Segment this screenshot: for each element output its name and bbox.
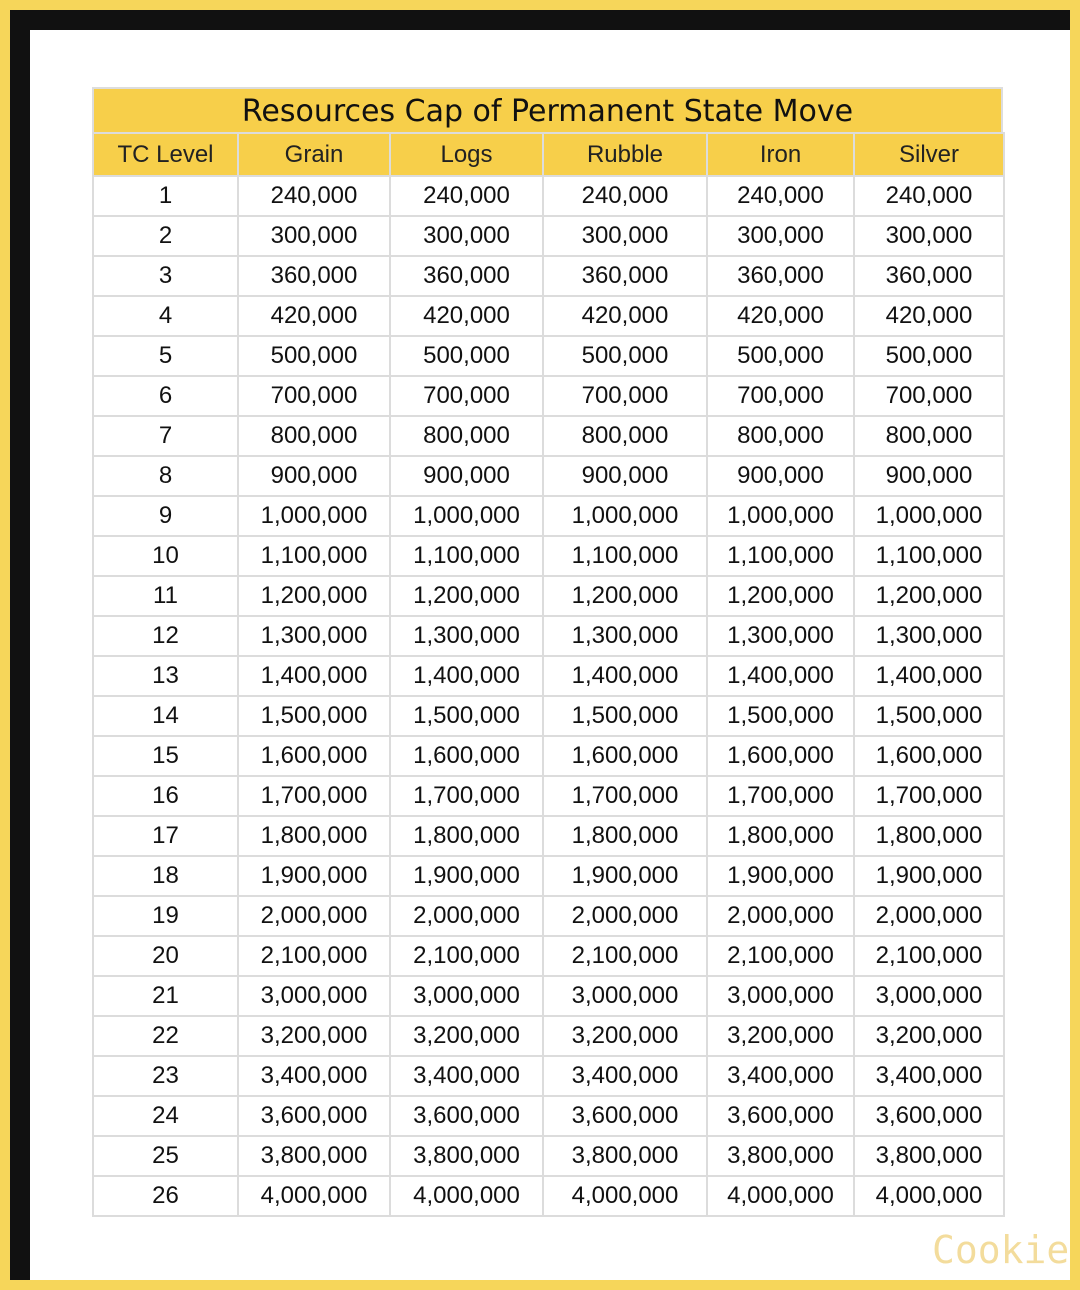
- cell-tc-level: 13: [93, 656, 238, 696]
- cell-iron: 1,800,000: [707, 816, 854, 856]
- cell-rubble: 1,700,000: [543, 776, 707, 816]
- cell-grain: 420,000: [238, 296, 390, 336]
- cell-grain: 360,000: [238, 256, 390, 296]
- cell-iron: 240,000: [707, 176, 854, 216]
- table-row: [93, 1016, 1004, 1056]
- header-grain: Grain: [238, 133, 390, 176]
- cell-tc-level: 25: [93, 1136, 238, 1176]
- cell-tc-level: 10: [93, 536, 238, 576]
- cell-silver: 3,600,000: [854, 1096, 1004, 1136]
- cell-grain: 700,000: [238, 376, 390, 416]
- cell-tc-level: 19: [93, 896, 238, 936]
- cell-iron: 4,000,000: [707, 1176, 854, 1216]
- table-row: [93, 576, 1004, 616]
- table-row: [93, 296, 1004, 336]
- table-row: [93, 176, 1004, 216]
- table-row: [93, 936, 1004, 976]
- cell-iron: 1,600,000: [707, 736, 854, 776]
- table-row: [93, 616, 1004, 656]
- cell-tc-level: 5: [93, 336, 238, 376]
- cell-silver: 1,400,000: [854, 656, 1004, 696]
- watermark-text: Cookie: [932, 1228, 1070, 1272]
- cell-iron: 420,000: [707, 296, 854, 336]
- cell-silver: 2,100,000: [854, 936, 1004, 976]
- table-row: [93, 216, 1004, 256]
- cell-silver: 1,500,000: [854, 696, 1004, 736]
- cell-silver: 2,000,000: [854, 896, 1004, 936]
- cell-grain: 1,900,000: [238, 856, 390, 896]
- cell-silver: 4,000,000: [854, 1176, 1004, 1216]
- cell-rubble: 3,000,000: [543, 976, 707, 1016]
- cell-grain: 1,300,000: [238, 616, 390, 656]
- table-row: [93, 376, 1004, 416]
- cell-logs: 700,000: [390, 376, 543, 416]
- cell-rubble: 3,400,000: [543, 1056, 707, 1096]
- header-rubble: Rubble: [543, 133, 707, 176]
- cell-tc-level: 16: [93, 776, 238, 816]
- table-row: [93, 336, 1004, 376]
- cell-grain: 500,000: [238, 336, 390, 376]
- cell-iron: 900,000: [707, 456, 854, 496]
- cell-grain: 2,000,000: [238, 896, 390, 936]
- cell-iron: 2,000,000: [707, 896, 854, 936]
- table-row: [93, 1096, 1004, 1136]
- cell-iron: 800,000: [707, 416, 854, 456]
- cell-tc-level: 24: [93, 1096, 238, 1136]
- cell-iron: 3,600,000: [707, 1096, 854, 1136]
- cell-rubble: 1,000,000: [543, 496, 707, 536]
- cell-grain: 1,500,000: [238, 696, 390, 736]
- cell-iron: 500,000: [707, 336, 854, 376]
- cell-silver: 3,000,000: [854, 976, 1004, 1016]
- cell-iron: 700,000: [707, 376, 854, 416]
- cell-iron: 360,000: [707, 256, 854, 296]
- cell-grain: 1,100,000: [238, 536, 390, 576]
- cell-rubble: 1,900,000: [543, 856, 707, 896]
- cell-rubble: 1,600,000: [543, 736, 707, 776]
- cell-silver: 360,000: [854, 256, 1004, 296]
- cell-grain: 1,200,000: [238, 576, 390, 616]
- table-row: [93, 256, 1004, 296]
- cell-rubble: 3,200,000: [543, 1016, 707, 1056]
- cell-rubble: 1,500,000: [543, 696, 707, 736]
- cell-rubble: 1,400,000: [543, 656, 707, 696]
- cell-tc-level: 22: [93, 1016, 238, 1056]
- cell-rubble: 420,000: [543, 296, 707, 336]
- cell-grain: 2,100,000: [238, 936, 390, 976]
- cell-tc-level: 12: [93, 616, 238, 656]
- cell-rubble: 1,800,000: [543, 816, 707, 856]
- cell-tc-level: 15: [93, 736, 238, 776]
- cell-rubble: 240,000: [543, 176, 707, 216]
- cell-tc-level: 7: [93, 416, 238, 456]
- header-logs: Logs: [390, 133, 543, 176]
- table-row: [93, 536, 1004, 576]
- cell-silver: 1,200,000: [854, 576, 1004, 616]
- cell-logs: 2,100,000: [390, 936, 543, 976]
- cell-silver: 500,000: [854, 336, 1004, 376]
- cell-tc-level: 17: [93, 816, 238, 856]
- cell-rubble: 2,100,000: [543, 936, 707, 976]
- cell-tc-level: 2: [93, 216, 238, 256]
- cell-silver: 800,000: [854, 416, 1004, 456]
- cell-grain: 800,000: [238, 416, 390, 456]
- cell-logs: 1,900,000: [390, 856, 543, 896]
- cell-silver: 700,000: [854, 376, 1004, 416]
- table-row: [93, 776, 1004, 816]
- table-row: [93, 456, 1004, 496]
- cell-logs: 1,500,000: [390, 696, 543, 736]
- cell-rubble: 3,600,000: [543, 1096, 707, 1136]
- cell-logs: 360,000: [390, 256, 543, 296]
- cell-rubble: 1,200,000: [543, 576, 707, 616]
- cell-tc-level: 8: [93, 456, 238, 496]
- cell-rubble: 360,000: [543, 256, 707, 296]
- cell-silver: 3,800,000: [854, 1136, 1004, 1176]
- cell-iron: 2,100,000: [707, 936, 854, 976]
- cell-logs: 1,300,000: [390, 616, 543, 656]
- cell-logs: 3,000,000: [390, 976, 543, 1016]
- table-row: [93, 1056, 1004, 1096]
- outer-frame: [10, 10, 1070, 1280]
- cell-rubble: 1,300,000: [543, 616, 707, 656]
- table-row: [93, 656, 1004, 696]
- header-iron: Iron: [707, 133, 854, 176]
- cell-grain: 4,000,000: [238, 1176, 390, 1216]
- cell-tc-level: 11: [93, 576, 238, 616]
- cell-tc-level: 21: [93, 976, 238, 1016]
- cell-grain: 1,600,000: [238, 736, 390, 776]
- cell-rubble: 1,100,000: [543, 536, 707, 576]
- cell-logs: 1,400,000: [390, 656, 543, 696]
- cell-rubble: 4,000,000: [543, 1176, 707, 1216]
- cell-logs: 3,600,000: [390, 1096, 543, 1136]
- cell-logs: 3,200,000: [390, 1016, 543, 1056]
- cell-silver: 1,000,000: [854, 496, 1004, 536]
- cell-rubble: 900,000: [543, 456, 707, 496]
- cell-silver: 1,700,000: [854, 776, 1004, 816]
- cell-logs: 1,100,000: [390, 536, 543, 576]
- cell-silver: 3,400,000: [854, 1056, 1004, 1096]
- cell-iron: 3,200,000: [707, 1016, 854, 1056]
- cell-rubble: 3,800,000: [543, 1136, 707, 1176]
- cell-iron: 300,000: [707, 216, 854, 256]
- cell-logs: 240,000: [390, 176, 543, 216]
- cell-iron: 1,100,000: [707, 536, 854, 576]
- resources-table-container: [92, 87, 1003, 1217]
- cell-logs: 2,000,000: [390, 896, 543, 936]
- cell-silver: 300,000: [854, 216, 1004, 256]
- cell-iron: 1,300,000: [707, 616, 854, 656]
- cell-tc-level: 18: [93, 856, 238, 896]
- cell-grain: 300,000: [238, 216, 390, 256]
- resources-table: [92, 132, 1005, 1217]
- cell-logs: 3,800,000: [390, 1136, 543, 1176]
- cell-silver: 1,900,000: [854, 856, 1004, 896]
- cell-logs: 1,700,000: [390, 776, 543, 816]
- cell-tc-level: 14: [93, 696, 238, 736]
- cell-silver: 420,000: [854, 296, 1004, 336]
- header-silver: Silver: [854, 133, 1004, 176]
- table-body: [93, 176, 1004, 1216]
- cell-logs: 3,400,000: [390, 1056, 543, 1096]
- cell-logs: 900,000: [390, 456, 543, 496]
- table-row: [93, 1176, 1004, 1216]
- cell-logs: 4,000,000: [390, 1176, 543, 1216]
- cell-iron: 3,400,000: [707, 1056, 854, 1096]
- cell-grain: 3,600,000: [238, 1096, 390, 1136]
- cell-logs: 500,000: [390, 336, 543, 376]
- cell-rubble: 300,000: [543, 216, 707, 256]
- cell-grain: 1,800,000: [238, 816, 390, 856]
- header-tc-level: TC Level: [93, 133, 238, 176]
- table-row: [93, 896, 1004, 936]
- table-row: [93, 496, 1004, 536]
- cell-rubble: 800,000: [543, 416, 707, 456]
- cell-iron: 1,900,000: [707, 856, 854, 896]
- cell-silver: 3,200,000: [854, 1016, 1004, 1056]
- table-row: [93, 856, 1004, 896]
- cell-silver: 1,300,000: [854, 616, 1004, 656]
- cell-logs: 800,000: [390, 416, 543, 456]
- cell-rubble: 2,000,000: [543, 896, 707, 936]
- cell-grain: 1,000,000: [238, 496, 390, 536]
- table-row: [93, 976, 1004, 1016]
- cell-tc-level: 23: [93, 1056, 238, 1096]
- cell-tc-level: 20: [93, 936, 238, 976]
- table-row: [93, 736, 1004, 776]
- cell-iron: 3,800,000: [707, 1136, 854, 1176]
- cell-silver: 240,000: [854, 176, 1004, 216]
- cell-tc-level: 4: [93, 296, 238, 336]
- cell-tc-level: 3: [93, 256, 238, 296]
- cell-iron: 1,000,000: [707, 496, 854, 536]
- cell-iron: 1,400,000: [707, 656, 854, 696]
- cell-logs: 420,000: [390, 296, 543, 336]
- cell-silver: 1,800,000: [854, 816, 1004, 856]
- table-row: [93, 696, 1004, 736]
- cell-logs: 1,000,000: [390, 496, 543, 536]
- cell-logs: 1,800,000: [390, 816, 543, 856]
- cell-tc-level: 1: [93, 176, 238, 216]
- cell-grain: 240,000: [238, 176, 390, 216]
- table-row: [93, 1136, 1004, 1176]
- header-row: [93, 133, 1004, 176]
- cell-tc-level: 9: [93, 496, 238, 536]
- cell-tc-level: 26: [93, 1176, 238, 1216]
- table-row: [93, 816, 1004, 856]
- cell-logs: 1,200,000: [390, 576, 543, 616]
- cell-silver: 900,000: [854, 456, 1004, 496]
- cell-iron: 1,700,000: [707, 776, 854, 816]
- cell-silver: 1,600,000: [854, 736, 1004, 776]
- cell-logs: 1,600,000: [390, 736, 543, 776]
- cell-grain: 3,000,000: [238, 976, 390, 1016]
- table-title: Resources Cap of Permanent State Move: [92, 87, 1003, 132]
- cell-iron: 1,500,000: [707, 696, 854, 736]
- cell-tc-level: 6: [93, 376, 238, 416]
- cell-rubble: 500,000: [543, 336, 707, 376]
- content-card: [30, 30, 1070, 1280]
- cell-grain: 1,400,000: [238, 656, 390, 696]
- cell-grain: 3,800,000: [238, 1136, 390, 1176]
- cell-grain: 1,700,000: [238, 776, 390, 816]
- table-row: [93, 416, 1004, 456]
- cell-iron: 1,200,000: [707, 576, 854, 616]
- cell-grain: 3,400,000: [238, 1056, 390, 1096]
- cell-silver: 1,100,000: [854, 536, 1004, 576]
- cell-grain: 900,000: [238, 456, 390, 496]
- cell-logs: 300,000: [390, 216, 543, 256]
- cell-iron: 3,000,000: [707, 976, 854, 1016]
- cell-rubble: 700,000: [543, 376, 707, 416]
- cell-grain: 3,200,000: [238, 1016, 390, 1056]
